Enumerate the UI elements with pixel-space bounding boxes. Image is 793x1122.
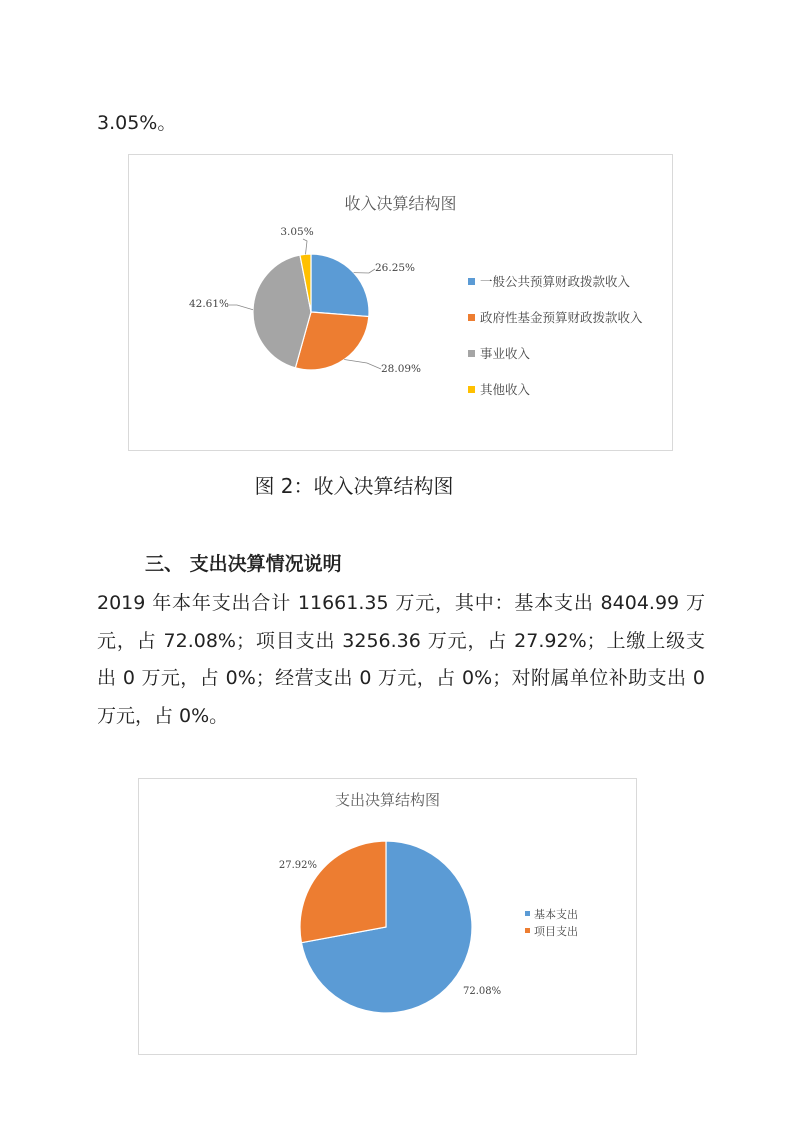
- income-legend-label-3: 其他收入: [480, 382, 531, 397]
- income-legend-swatch-0: [468, 278, 475, 285]
- income-data-label-3: 3.05%: [280, 226, 314, 238]
- lead-text: 3.05%。: [97, 112, 177, 134]
- income-legend-item-0: [468, 263, 643, 299]
- expense-legend-label-0: 基本支出: [534, 907, 578, 921]
- income-data-label-1: 28.09%: [381, 363, 422, 375]
- expense-paragraph: 2019 年本年支出合计 11661.35 万元，其中：基本支出 8404.99 万元，占 72.08%；项目支出 3256.36 万元，占 27.92%；上缴上级支出 0 万元，占 0%；经营支出 0 万元，占 0%；对附属单位补助支出 0 万元，占 0%。: [97, 592, 705, 727]
- income-legend-label-2: 事业收入: [480, 346, 531, 361]
- income-slice-0: [311, 254, 369, 317]
- expense-data-label-0: 72.08%: [463, 986, 502, 997]
- expense-data-label-1: 27.92%: [278, 860, 317, 871]
- income-legend-label-0: 一般公共预算财政拨款收入: [480, 274, 631, 289]
- income-leader-0: [354, 269, 375, 273]
- income-legend-swatch-2: [468, 350, 475, 357]
- expense-legend-label-1: 项目支出: [534, 924, 578, 938]
- section-heading: 三、 支出决算情况说明: [145, 553, 342, 575]
- expense-legend-item-0: [525, 905, 578, 922]
- expense-legend-swatch-1: [525, 928, 530, 933]
- expense-legend-item-1: [525, 922, 578, 939]
- expense-chart-title: 支出决算结构图: [334, 791, 440, 809]
- income-leader-2: [229, 305, 253, 310]
- expense-chart: [138, 778, 637, 1055]
- income-legend-swatch-3: [468, 386, 475, 393]
- income-leader-3: [303, 239, 307, 254]
- income-chart: [128, 154, 673, 451]
- income-legend: [468, 263, 643, 407]
- expense-legend: [525, 905, 578, 939]
- income-legend-item-1: [468, 299, 643, 335]
- expense-slice-1: [300, 841, 386, 943]
- income-legend-item-3: [468, 371, 643, 407]
- income-leader-1: [344, 360, 381, 370]
- income-data-label-0: 26.25%: [375, 262, 416, 274]
- expense-legend-swatch-0: [525, 911, 530, 916]
- figure-caption: 图 2：收入决算结构图: [254, 474, 454, 498]
- income-chart-title: 收入决算结构图: [344, 194, 457, 213]
- income-legend-swatch-1: [468, 314, 475, 321]
- income-legend-item-2: [468, 335, 643, 371]
- income-legend-label-1: 政府性基金预算财政拨款收入: [480, 310, 643, 325]
- income-data-label-2: 42.61%: [188, 298, 229, 310]
